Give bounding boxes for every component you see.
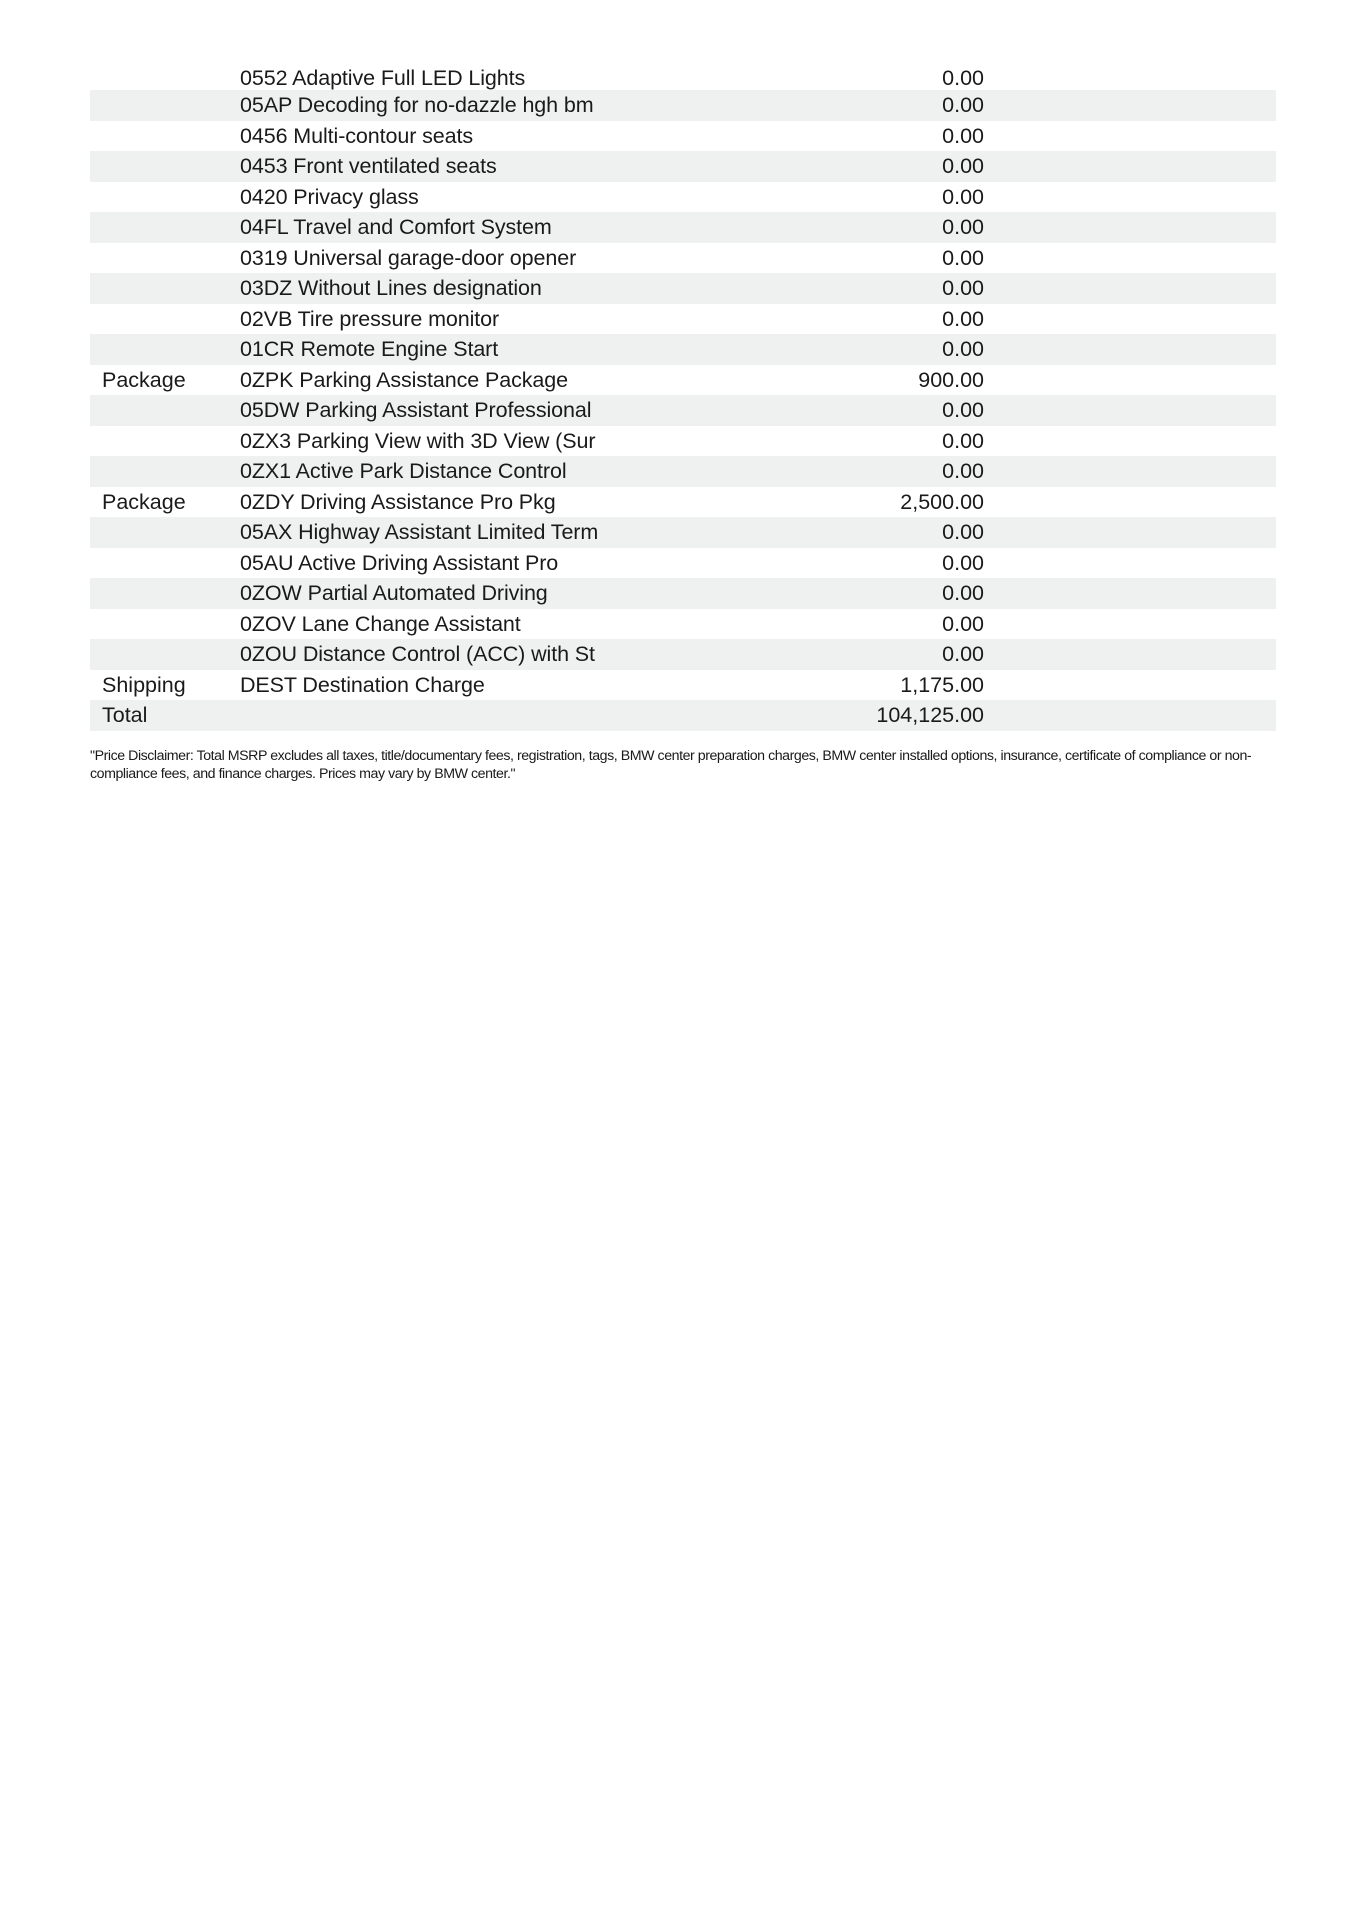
row-description: 05DW Parking Assistant Professional [240,398,592,422]
row-description: DEST Destination Charge [240,672,485,697]
row-price: 0.00 [942,215,984,239]
row-description: 0319 Universal garage-door opener [240,245,577,270]
table-row [90,700,1276,731]
row-price: 0.00 [942,245,984,270]
row-description: 0ZPK Parking Assistance Package [240,367,568,392]
row-description: 0ZX1 Active Park Distance Control [240,459,567,483]
row-category: Shipping [102,672,186,697]
row-description: 05AU Active Driving Assistant Pro [240,550,559,575]
row-price: 0.00 [942,66,984,90]
row-price: 0.00 [942,337,984,361]
table-row [90,426,1276,457]
row-description: 0420 Privacy glass [240,184,419,209]
row-price: 104,125.00 [876,703,984,727]
row-description: 01CR Remote Engine Start [240,337,499,361]
row-description: 05AP Decoding for no-dazzle hgh bm [240,93,594,117]
row-price: 0.00 [942,459,984,483]
table-row [90,212,1276,243]
row-description: 0ZDY Driving Assistance Pro Pkg [240,489,556,514]
row-price: 0.00 [942,276,984,300]
row-description: 0ZOW Partial Automated Driving [240,581,548,605]
table-row [90,517,1276,548]
row-price: 0.00 [942,184,984,209]
row-category: Total [102,703,148,727]
table-row [90,578,1276,609]
row-description: 0552 Adaptive Full LED Lights [240,66,526,90]
row-price: 0.00 [942,306,984,331]
table-row [90,90,1276,121]
row-description: 05AX Highway Assistant Limited Term [240,520,599,544]
row-price: 0.00 [942,520,984,544]
row-price: 2,500.00 [900,489,984,514]
row-price: 0.00 [942,398,984,422]
table-row [90,639,1276,670]
table-row [90,182,1276,213]
row-description: 02VB Tire pressure monitor [240,306,500,331]
table-row [90,304,1276,335]
row-description: 0ZOU Distance Control (ACC) with St [240,642,595,666]
row-price: 1,175.00 [900,672,984,697]
row-price: 0.00 [942,581,984,605]
row-price: 900.00 [918,367,984,392]
table-row [90,151,1276,182]
row-price: 0.00 [942,93,984,117]
table-row [90,273,1276,304]
row-description: 0453 Front ventilated seats [240,154,497,178]
table-row [90,243,1276,274]
row-description: 04FL Travel and Comfort System [240,215,552,239]
table-row [90,609,1276,640]
price-disclaimer: "Price Disclaimer: Total MSRP excludes all taxes, title/documentary fees, registration, tags, BMW center preparation charges, BMW center installed options, insurance, certificate of compliance or non-compliance fees, and finance charges. Prices may vary by BMW center." [90,748,1252,782]
table-row [90,334,1276,365]
row-price: 0.00 [942,428,984,453]
row-description: 0ZOV Lane Change Assistant [240,611,521,636]
row-price: 0.00 [942,123,984,148]
table-row [90,365,1276,396]
price-table [90,62,1276,731]
table-row [90,456,1276,487]
row-price: 0.00 [942,611,984,636]
table-row [90,670,1276,701]
row-price: 0.00 [942,642,984,666]
table-row [90,548,1276,579]
row-price: 0.00 [942,154,984,178]
row-description: 0ZX3 Parking View with 3D View (Sur [240,428,596,453]
row-price: 0.00 [942,550,984,575]
row-category: Package [102,367,186,392]
table-row [90,487,1276,518]
row-category: Package [102,489,186,514]
table-row [90,62,1276,90]
row-description: 03DZ Without Lines designation [240,276,542,300]
table-row [90,395,1276,426]
row-description: 0456 Multi-contour seats [240,123,474,148]
table-row [90,121,1276,152]
